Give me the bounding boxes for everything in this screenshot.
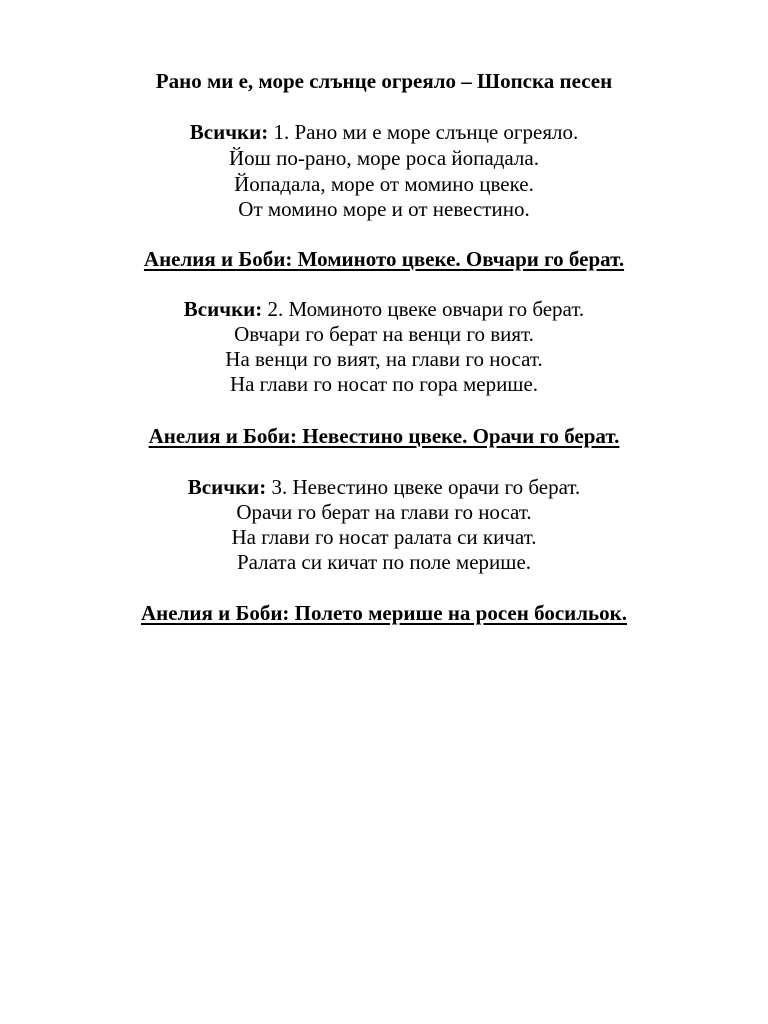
stanza-2-first-line xyxy=(0,296,768,322)
stanza-2-line-4: На глави го носат по гора мерише. xyxy=(229,372,539,396)
stanza-2-speaker: Всички: xyxy=(183,297,263,321)
stanza-3-first-line xyxy=(0,474,768,500)
refrain-1: Анелия и Боби: Моминото цвеке. Овчари го берат. xyxy=(143,247,625,271)
stanza-1-line-1: 1. Рано ми е море слънце огреяло. xyxy=(273,120,579,144)
stanza-1-first-line xyxy=(0,119,768,145)
stanza-1-speaker: Всички: xyxy=(189,120,269,144)
stanza-3-line-3: На глави го носат ралата си кичат. xyxy=(231,525,537,549)
song-title: Рано ми е, море слънце огреяло – Шопска песен xyxy=(155,69,613,93)
refrain-2: Анелия и Боби: Невестино цвеке. Орачи го берат. xyxy=(148,424,620,448)
stanza-3-line-4: Ралата си кичат по поле мерише. xyxy=(236,550,532,574)
stanza-3-speaker: Всички: xyxy=(187,475,267,499)
stanza-1-line-3: Йопадала, море от момино цвеке. xyxy=(234,172,534,196)
stanza-2-line-2: Овчари го берат на венци го вият. xyxy=(234,322,534,346)
stanza-3-line-2: Орачи го берат на глави го носат. xyxy=(236,500,532,524)
stanza-2-line-3: На венци го вият, на глави го носат. xyxy=(225,347,543,371)
stanza-3-line-1: 3. Невестино цвеке орачи го берат. xyxy=(271,475,581,499)
refrain-3: Анелия и Боби: Полето мерише на росен босильок. xyxy=(141,601,627,625)
stanza-2-line-1: 2. Моминото цвеке овчари го берат. xyxy=(267,297,585,321)
stanza-1-line-2: Йош по-рано, море роса йопадала. xyxy=(229,146,539,170)
stanza-1-line-4: От момино море и от невестино. xyxy=(238,197,530,221)
